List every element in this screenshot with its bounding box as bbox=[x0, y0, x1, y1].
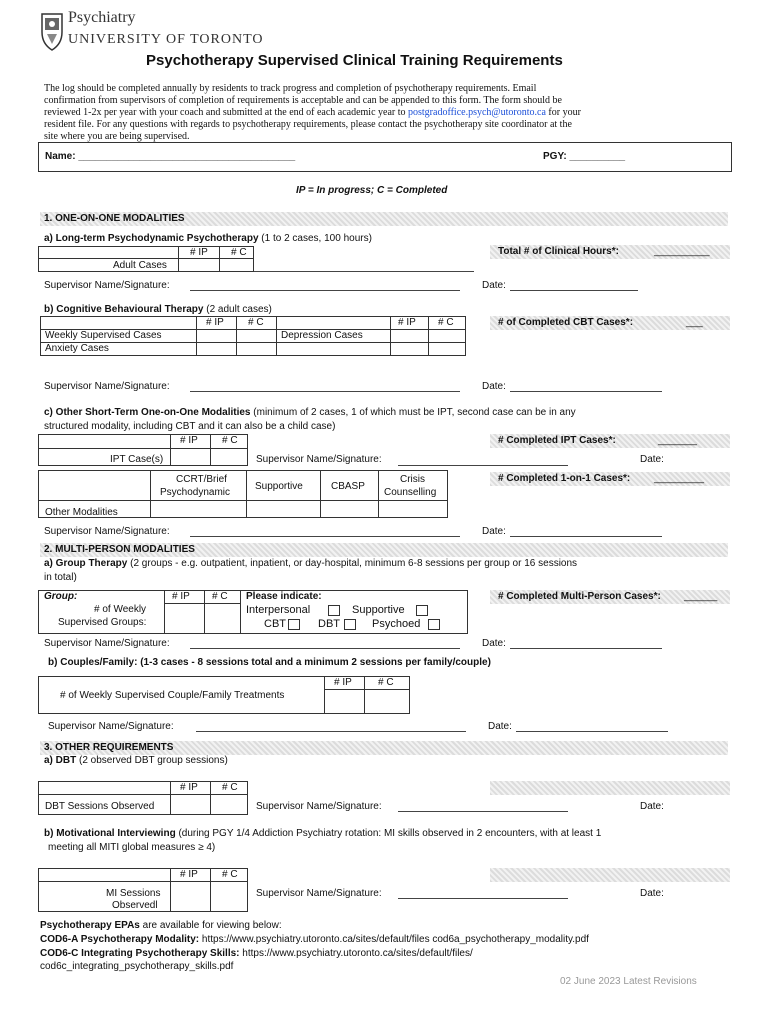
completed-ipt-field[interactable]: _______ bbox=[658, 435, 697, 446]
weekly-couple-label: # of Weekly Supervised Couple/Family Treatments bbox=[60, 690, 285, 701]
section-1c-note-2: structured modality, including CBT and it can also be a child case) bbox=[44, 421, 336, 432]
section-2a-title bbox=[44, 558, 577, 570]
crisis-label-2: Counselling bbox=[384, 487, 437, 498]
university-name: UNIVERSITY OF TORONTO bbox=[68, 32, 264, 47]
weekly-groups-label-2: Supervised Groups: bbox=[58, 617, 147, 628]
other-date-line[interactable] bbox=[510, 536, 662, 537]
ltpp-supervisor-line[interactable] bbox=[190, 290, 460, 291]
cod6c-link[interactable]: https://www.psychiatry.utoronto.ca/sites/default/files/ bbox=[239, 948, 473, 959]
total-hours-label: Total # of Clinical Hours*: bbox=[498, 246, 619, 257]
dbt-date-label: Date: bbox=[640, 801, 664, 812]
mi-date-label: Date: bbox=[640, 888, 664, 899]
section-3a-name: a) DBT bbox=[44, 755, 77, 766]
section-3b-title bbox=[44, 828, 601, 840]
section-2-heading: 2. MULTI-PERSON MODALITIES bbox=[44, 544, 195, 555]
dbt-supervisor-line[interactable] bbox=[398, 811, 568, 812]
couple-ip-header: # IP bbox=[334, 677, 352, 688]
university-crest-logo bbox=[40, 10, 64, 52]
dbt-option-label: DBT bbox=[318, 618, 340, 630]
intro-line-3a: reviewed 1-2x per year with your coach and submitted at the end of each academic year to bbox=[44, 107, 409, 118]
ltpp-date-line[interactable] bbox=[510, 290, 638, 291]
cbasp-label: CBASP bbox=[331, 481, 365, 492]
dbt-c-header: # C bbox=[222, 782, 238, 793]
cbt-ip-header-2: # IP bbox=[398, 317, 416, 328]
interpersonal-option-label: Interpersonal bbox=[246, 604, 311, 616]
group-c-header: # C bbox=[212, 591, 228, 602]
couple-c-header: # C bbox=[378, 677, 394, 688]
couple-supervisor-label: Supervisor Name/Signature: bbox=[48, 721, 174, 732]
section-2a-note: (2 groups - e.g. outpatient, inpatient, or day-hospital, minimum 6-8 sessions per group or 16 sessions bbox=[127, 558, 578, 569]
pgy-field[interactable]: PGY: __________ bbox=[543, 151, 626, 162]
adult-cases-label: Adult Cases bbox=[113, 260, 167, 271]
other-date-label: Date: bbox=[482, 526, 506, 537]
group-date-line[interactable] bbox=[510, 648, 662, 649]
dbt-supervisor-label: Supervisor Name/Signature: bbox=[256, 801, 382, 812]
section-2b-title: b) Couples/Family: (1-3 cases - 8 sessions total and a minimum 2 sessions per family/couple) bbox=[48, 657, 491, 668]
cbt-date-line[interactable] bbox=[510, 391, 662, 392]
cod6c-line bbox=[40, 948, 473, 960]
completed-ipt-label: # Completed IPT Cases*: bbox=[498, 435, 616, 446]
section-3a-title bbox=[44, 755, 228, 767]
anxiety-cases-label: Anxiety Cases bbox=[45, 343, 109, 354]
supportive-option-label: Supportive bbox=[352, 604, 405, 616]
intro-line-1: The log should be completed annually by residents to track progress and completion of psychotherapy requirements. Email bbox=[44, 83, 537, 94]
epa-title: Psychotherapy EPAs bbox=[40, 920, 140, 931]
other-modalities-label: Other Modalities bbox=[45, 507, 118, 518]
cod6c-link-2[interactable]: cod6c_integrating_psychotherapy_skills.pdf bbox=[40, 961, 234, 972]
cbt-option-label: CBT bbox=[264, 618, 286, 630]
epa-note: are available for viewing below: bbox=[139, 920, 282, 931]
group-ip-header: # IP bbox=[172, 591, 190, 602]
ipt-date-label: Date: bbox=[640, 454, 664, 465]
dbt-checkbox[interactable] bbox=[344, 619, 356, 630]
intro-line-3b: for your bbox=[545, 107, 581, 118]
crisis-label: Crisis bbox=[400, 474, 425, 485]
couple-date-label: Date: bbox=[488, 721, 512, 732]
couple-supervisor-line[interactable] bbox=[196, 731, 466, 732]
group-supervisor-label: Supervisor Name/Signature: bbox=[44, 638, 170, 649]
intro-line-4: resident file. For any questions with regards to psychotherapy requirements, please contact the psychotherapy site coordinator at the bbox=[44, 119, 572, 130]
supportive-checkbox[interactable] bbox=[416, 605, 428, 616]
cod6a-line bbox=[40, 934, 589, 946]
section-1c-title bbox=[44, 407, 576, 419]
cbt-supervisor-label: Supervisor Name/Signature: bbox=[44, 381, 170, 392]
cbt-c-header-1: # C bbox=[248, 317, 264, 328]
mi-ip-header: # IP bbox=[180, 869, 198, 880]
weekly-cases-label: Weekly Supervised Cases bbox=[45, 330, 162, 341]
section-1a-title bbox=[44, 233, 372, 245]
depression-cases-label: Depression Cases bbox=[281, 330, 363, 341]
cbt-checkbox[interactable] bbox=[288, 619, 300, 630]
section-1a-note: (1 to 2 cases, 100 hours) bbox=[258, 233, 372, 244]
completed-1on1-field[interactable]: _________ bbox=[654, 473, 705, 484]
psychoed-checkbox[interactable] bbox=[428, 619, 440, 630]
department-name: Psychiatry bbox=[68, 9, 136, 26]
other-supervisor-label: Supervisor Name/Signature: bbox=[44, 526, 170, 537]
supportive-label: Supportive bbox=[255, 481, 303, 492]
mi-sessions-label: MI Sessions bbox=[106, 888, 161, 899]
ipt-supervisor-label: Supervisor Name/Signature: bbox=[256, 454, 382, 465]
status-legend: IP = In progress; C = Completed bbox=[296, 185, 448, 196]
other-supervisor-line[interactable] bbox=[190, 536, 460, 537]
cod6a-label: COD6-A Psychotherapy Modality: bbox=[40, 934, 200, 945]
section-1b-name: b) Cognitive Behavioural Therapy bbox=[44, 304, 204, 315]
completed-cbt-field[interactable]: ___ bbox=[686, 317, 703, 328]
intro-line-2: confirmation from supervisors of completion of requirements is acceptable and can be appended to this form. The form should be bbox=[44, 95, 562, 106]
completed-multi-field[interactable]: ______ bbox=[684, 591, 718, 602]
cbt-supervisor-line[interactable] bbox=[190, 391, 460, 392]
completed-multi-label: # Completed Multi-Person Cases*: bbox=[498, 591, 661, 602]
revision-note: 02 June 2023 Latest Revisions bbox=[560, 976, 697, 987]
section-3-heading: 3. OTHER REQUIREMENTS bbox=[44, 742, 174, 753]
ipt-supervisor-line[interactable] bbox=[398, 465, 568, 466]
dbt-ip-header: # IP bbox=[180, 782, 198, 793]
cbt-ip-header-1: # IP bbox=[206, 317, 224, 328]
section-3a-note: (2 observed DBT group sessions) bbox=[76, 755, 228, 766]
ccrt-label-2: Psychodynamic bbox=[160, 487, 231, 498]
epa-intro bbox=[40, 920, 282, 932]
dbt-shaded-box bbox=[490, 781, 730, 795]
mi-supervisor-label: Supervisor Name/Signature: bbox=[256, 888, 382, 899]
section-3b-note-2: meeting all MITI global measures ≥ 4) bbox=[48, 842, 216, 853]
ltpp-ip-header: # IP bbox=[190, 247, 208, 258]
mi-c-header: # C bbox=[222, 869, 238, 880]
cod6c-label: COD6-C Integrating Psychotherapy Skills: bbox=[40, 948, 240, 959]
section-1b-title bbox=[44, 304, 272, 316]
completed-1on1-label: # Completed 1-on-1 Cases*: bbox=[498, 473, 631, 484]
section-1-heading: 1. ONE-ON-ONE MODALITIES bbox=[44, 213, 185, 224]
total-hours-field[interactable]: __________ bbox=[654, 246, 710, 257]
section-1c-name: c) Other Short-Term One-on-One Modalities bbox=[44, 407, 251, 418]
section-3b-note: (during PGY 1/4 Addiction Psychiatry rotation: MI skills observed in 2 encounters, with at least 1 bbox=[175, 828, 602, 839]
mi-supervisor-line[interactable] bbox=[398, 898, 568, 899]
ipt-ip-header: # IP bbox=[180, 435, 198, 446]
dbt-observed-label: DBT Sessions Observed bbox=[45, 801, 155, 812]
intro-line-5: site where you are being supervised. bbox=[44, 131, 190, 142]
ltpp-date-label: Date: bbox=[482, 280, 506, 291]
psychoed-option-label: Psychoed bbox=[372, 618, 421, 630]
ipt-c-header: # C bbox=[222, 435, 238, 446]
section-3b-name: b) Motivational Interviewing bbox=[44, 828, 176, 839]
page-title: Psychotherapy Supervised Clinical Training Requirements bbox=[146, 52, 563, 69]
cbt-date-label: Date: bbox=[482, 381, 506, 392]
mi-observed-label: Observedl bbox=[112, 900, 158, 911]
ltpp-c-header: # C bbox=[231, 247, 247, 258]
cod6a-link[interactable]: https://www.psychiatry.utoronto.ca/sites/default/files cod6a_psychotherapy_modality.pdf bbox=[199, 934, 589, 945]
couple-date-line[interactable] bbox=[516, 731, 668, 732]
email-link[interactable]: postgradoffice.psych@utoronto.ca bbox=[408, 107, 546, 118]
weekly-groups-label-1: # of Weekly bbox=[94, 604, 147, 615]
intro-line-3 bbox=[44, 107, 581, 119]
mi-shaded-box bbox=[490, 868, 730, 882]
group-date-label: Date: bbox=[482, 638, 506, 649]
name-field[interactable]: Name: _______________________________________ bbox=[45, 151, 296, 162]
interpersonal-checkbox[interactable] bbox=[328, 605, 340, 616]
completed-cbt-label: # of Completed CBT Cases*: bbox=[498, 317, 634, 328]
ltpp-supervisor-label: Supervisor Name/Signature: bbox=[44, 280, 170, 291]
section-2a-note-2: in total) bbox=[44, 572, 77, 583]
ccrt-label: CCRT/Brief bbox=[176, 474, 227, 485]
group-label: Group: bbox=[44, 591, 78, 602]
group-supervisor-line[interactable] bbox=[190, 648, 460, 649]
section-1c-note: (minimum of 2 cases, 1 of which must be IPT, second case can be in any bbox=[250, 407, 576, 418]
ipt-cases-label: IPT Case(s) bbox=[110, 454, 164, 465]
please-indicate-label: Please indicate: bbox=[246, 591, 322, 602]
section-2a-name: a) Group Therapy bbox=[44, 558, 128, 569]
cbt-c-header-2: # C bbox=[438, 317, 454, 328]
section-1a-name: a) Long-term Psychodynamic Psychotherapy bbox=[44, 233, 259, 244]
section-1b-note: (2 adult cases) bbox=[203, 304, 272, 315]
